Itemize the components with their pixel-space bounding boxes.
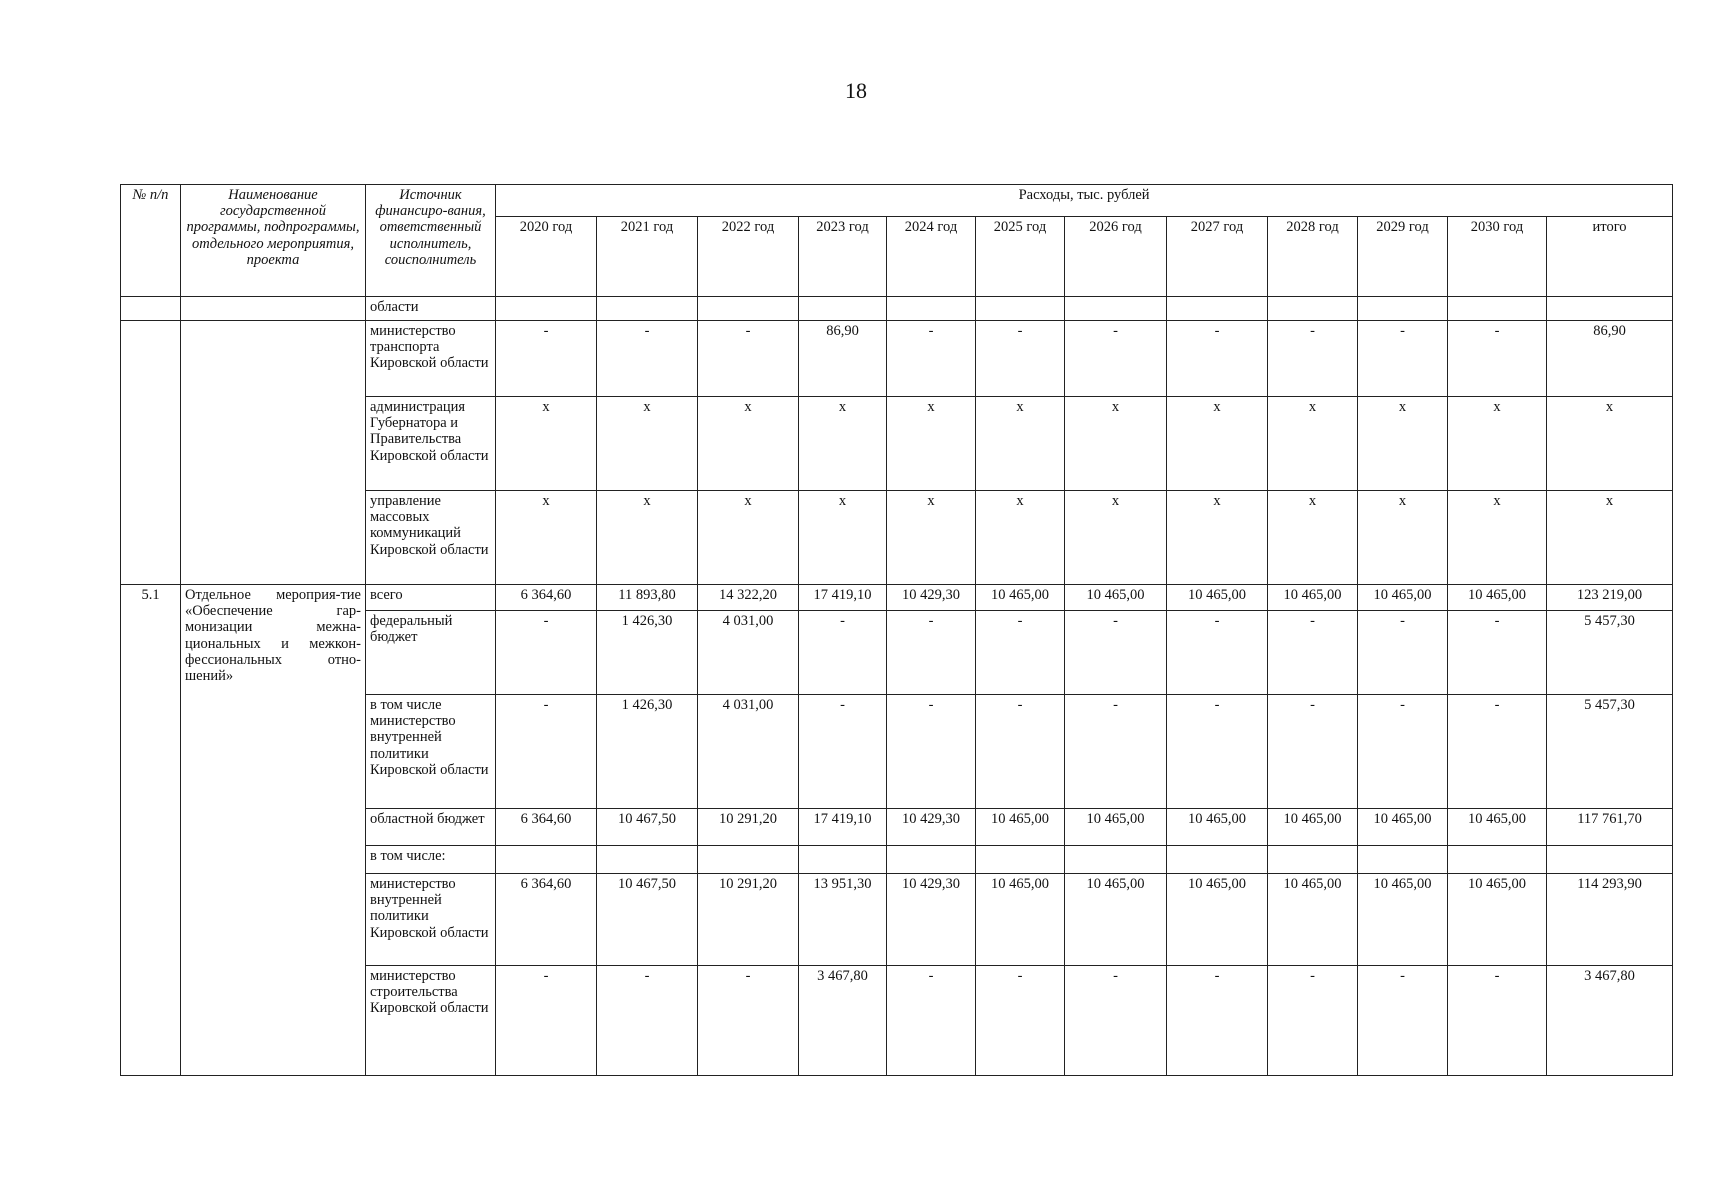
expense-value: - [1268, 695, 1358, 809]
row-no-cell [121, 297, 181, 321]
item-number: 5.1 [121, 585, 181, 1076]
table-row [121, 585, 1673, 611]
expense-value: - [597, 321, 698, 397]
header-year-4: 2024 год [887, 217, 976, 297]
expense-value: x [887, 397, 976, 491]
expense-value [496, 297, 597, 321]
expense-value: 10 465,00 [1268, 585, 1358, 611]
expense-value [496, 846, 597, 874]
expense-value: 10 465,00 [1358, 585, 1448, 611]
expense-value: x [1448, 491, 1547, 585]
expense-value: 114 293,90 [1547, 874, 1673, 966]
expense-value [1167, 846, 1268, 874]
expense-value: - [976, 966, 1065, 1076]
expense-value: 10 291,20 [698, 874, 799, 966]
expense-value: - [799, 611, 887, 695]
expense-value [799, 297, 887, 321]
header-year-7: 2027 год [1167, 217, 1268, 297]
expense-value: - [887, 611, 976, 695]
expense-value: 4 031,00 [698, 611, 799, 695]
expense-value [1358, 297, 1448, 321]
expense-value: - [1167, 321, 1268, 397]
item-name: Отдельное мероприя-тие «Обеспечение гар-монизации межна-циональных и межкон-фессиональных отно-шений» [181, 585, 366, 1076]
expense-value: 10 465,00 [1448, 585, 1547, 611]
expense-value: 17 419,10 [799, 809, 887, 846]
expense-value [976, 297, 1065, 321]
expense-value [1547, 846, 1673, 874]
header-year-9: 2029 год [1358, 217, 1448, 297]
expense-value [1358, 846, 1448, 874]
expense-value: 86,90 [799, 321, 887, 397]
expense-value: 10 465,00 [1167, 809, 1268, 846]
expenses-table [120, 184, 1673, 1076]
expense-value: x [1065, 491, 1167, 585]
expense-value: - [496, 321, 597, 397]
expense-value: - [1448, 611, 1547, 695]
expense-value: 10 465,00 [976, 585, 1065, 611]
expense-value: - [1358, 966, 1448, 1076]
header-year-1: 2021 год [597, 217, 698, 297]
row-name-cell [181, 321, 366, 585]
expense-value: 10 465,00 [1448, 809, 1547, 846]
expense-value: - [1065, 695, 1167, 809]
expense-value [1448, 297, 1547, 321]
expense-value [799, 846, 887, 874]
header-col-no: № п/п [121, 185, 181, 297]
expense-value: - [1448, 966, 1547, 1076]
expense-value: 10 465,00 [1268, 874, 1358, 966]
expense-value [976, 846, 1065, 874]
funding-source: в том числе: [366, 846, 496, 874]
expense-value [887, 297, 976, 321]
expense-value: - [698, 321, 799, 397]
expense-value: x [496, 491, 597, 585]
expense-value: 10 465,00 [976, 874, 1065, 966]
expense-value: x [799, 397, 887, 491]
funding-source: областной бюджет [366, 809, 496, 846]
header-year-0: 2020 год [496, 217, 597, 297]
expense-value: 10 429,30 [887, 874, 976, 966]
expense-value: 86,90 [1547, 321, 1673, 397]
page-number: 18 [845, 78, 867, 103]
expense-value: - [496, 695, 597, 809]
expense-value: x [976, 491, 1065, 585]
expense-value: x [597, 397, 698, 491]
expense-value: - [1448, 695, 1547, 809]
expense-value: x [1065, 397, 1167, 491]
expense-value: - [976, 611, 1065, 695]
funding-source: в том числе министерство внутренней политики Кировской области [366, 695, 496, 809]
expense-value: 10 291,20 [698, 809, 799, 846]
expense-value: 1 426,30 [597, 695, 698, 809]
expense-value: - [1268, 611, 1358, 695]
expense-value: x [1358, 397, 1448, 491]
expense-value: 11 893,80 [597, 585, 698, 611]
expense-value: 17 419,10 [799, 585, 887, 611]
expense-value: x [1358, 491, 1448, 585]
header-col-source: Источник финансиро-вания, ответственный исполнитель, соисполнитель [366, 185, 496, 297]
expense-value: 3 467,80 [1547, 966, 1673, 1076]
expense-value: 14 322,20 [698, 585, 799, 611]
expense-value: x [496, 397, 597, 491]
header-year-5: 2025 год [976, 217, 1065, 297]
header-year-11: итого [1547, 217, 1673, 297]
expense-value: x [1167, 491, 1268, 585]
funding-source: области [366, 297, 496, 321]
expense-value: - [496, 611, 597, 695]
expense-value: x [799, 491, 887, 585]
table-row [121, 321, 1673, 397]
funding-source: управление массовых коммуникаций Кировской области [366, 491, 496, 585]
header-expenses: Расходы, тыс. рублей [496, 185, 1673, 217]
funding-source: федеральный бюджет [366, 611, 496, 695]
expense-value: 5 457,30 [1547, 611, 1673, 695]
header-year-6: 2026 год [1065, 217, 1167, 297]
expense-value [597, 846, 698, 874]
expense-value: - [976, 321, 1065, 397]
expense-value [1065, 297, 1167, 321]
expense-value: - [1167, 611, 1268, 695]
expense-value [1167, 297, 1268, 321]
expense-value [1268, 297, 1358, 321]
funding-source: администрация Губернатора и Правительства Кировской области [366, 397, 496, 491]
expense-value: x [1167, 397, 1268, 491]
expense-value: - [887, 966, 976, 1076]
expense-value: 10 465,00 [1065, 585, 1167, 611]
expense-value [698, 297, 799, 321]
header-year-3: 2023 год [799, 217, 887, 297]
expense-value: - [1268, 321, 1358, 397]
expense-value: 10 467,50 [597, 874, 698, 966]
expense-value: 6 364,60 [496, 585, 597, 611]
expense-value: 123 219,00 [1547, 585, 1673, 611]
expense-value: - [1065, 611, 1167, 695]
expense-value: 10 465,00 [1448, 874, 1547, 966]
expense-value [597, 297, 698, 321]
header-year-10: 2030 год [1448, 217, 1547, 297]
expense-value: 6 364,60 [496, 874, 597, 966]
funding-source: всего [366, 585, 496, 611]
expense-value: - [1358, 321, 1448, 397]
expense-value: x [887, 491, 976, 585]
funding-source: министерство транспорта Кировской области [366, 321, 496, 397]
expense-value: 117 761,70 [1547, 809, 1673, 846]
expense-value: 4 031,00 [698, 695, 799, 809]
expense-value: - [597, 966, 698, 1076]
expense-value: 10 465,00 [1167, 874, 1268, 966]
expense-value: - [976, 695, 1065, 809]
expense-value: x [1268, 397, 1358, 491]
funding-source: министерство строительства Кировской области [366, 966, 496, 1076]
expense-value: - [1065, 966, 1167, 1076]
expense-value: - [887, 695, 976, 809]
header-year-8: 2028 год [1268, 217, 1358, 297]
header-year-2: 2022 год [698, 217, 799, 297]
expense-value: 13 951,30 [799, 874, 887, 966]
expense-value: x [1448, 397, 1547, 491]
expense-value: - [1065, 321, 1167, 397]
expense-value: 10 465,00 [1065, 874, 1167, 966]
expense-value: 10 429,30 [887, 585, 976, 611]
expense-value: 3 467,80 [799, 966, 887, 1076]
table-row [121, 297, 1673, 321]
expense-value: - [799, 695, 887, 809]
expense-value: - [496, 966, 597, 1076]
expense-value: 10 465,00 [1358, 874, 1448, 966]
expense-value [887, 846, 976, 874]
row-no-cell [121, 321, 181, 585]
expense-value: 5 457,30 [1547, 695, 1673, 809]
expense-value: - [1167, 695, 1268, 809]
expense-value: x [976, 397, 1065, 491]
expense-value: x [1268, 491, 1358, 585]
header-row-top [121, 185, 1673, 217]
expense-value [698, 846, 799, 874]
expense-value: - [1448, 321, 1547, 397]
expense-value: 10 465,00 [1167, 585, 1268, 611]
expense-value: - [698, 966, 799, 1076]
expense-value: 10 465,00 [1065, 809, 1167, 846]
expense-value: 10 465,00 [976, 809, 1065, 846]
expense-value [1448, 846, 1547, 874]
expense-value: - [887, 321, 976, 397]
header-col-name: Наименование государственной программы, подпрограммы, отдельного мероприятия, проекта [181, 185, 366, 297]
expense-value: 10 429,30 [887, 809, 976, 846]
expense-value: x [1547, 491, 1673, 585]
expense-value: x [1547, 397, 1673, 491]
expense-value: - [1268, 966, 1358, 1076]
expense-value [1547, 297, 1673, 321]
expense-value: - [1358, 611, 1448, 695]
expense-value [1268, 846, 1358, 874]
expense-value: 6 364,60 [496, 809, 597, 846]
expense-value: 10 465,00 [1268, 809, 1358, 846]
expense-value [1065, 846, 1167, 874]
expense-value: 1 426,30 [597, 611, 698, 695]
table-body [121, 297, 1673, 1076]
expense-value: - [1358, 695, 1448, 809]
expense-value: - [1167, 966, 1268, 1076]
expense-value: 10 467,50 [597, 809, 698, 846]
expense-value: 10 465,00 [1358, 809, 1448, 846]
expense-value: x [698, 397, 799, 491]
expense-value: x [698, 491, 799, 585]
funding-source: министерство внутренней политики Кировской области [366, 874, 496, 966]
row-name-cell [181, 297, 366, 321]
expense-value: x [597, 491, 698, 585]
